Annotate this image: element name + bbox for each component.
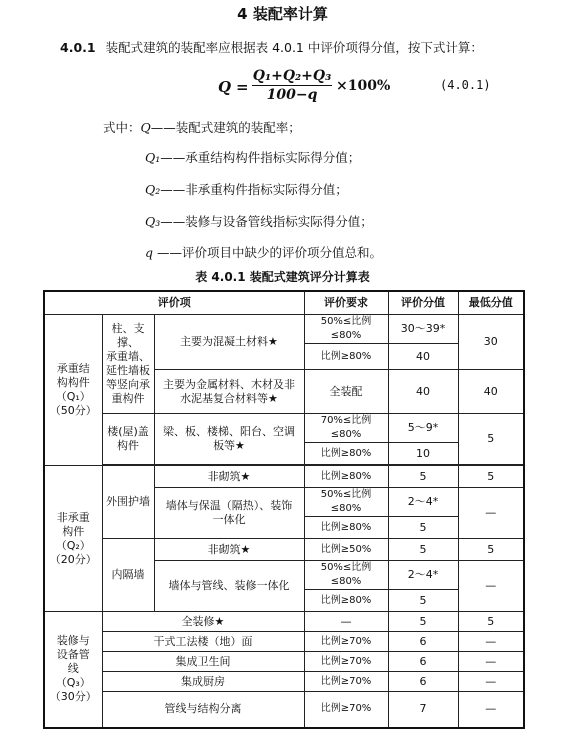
min-cell: 40	[458, 370, 524, 414]
table-row	[44, 466, 524, 488]
formula-numerator: Q₁+Q₂+Q₃	[252, 68, 332, 84]
header-score: 评价分值	[388, 291, 458, 315]
header-requirement: 评价要求	[304, 291, 388, 315]
item-wall-pipeline: 墙体与管线、装修一体化	[154, 561, 304, 612]
score-cell: 40	[388, 370, 458, 414]
definition-item	[103, 118, 301, 136]
item-dry-floor: 干式工法楼（地）面	[102, 632, 304, 652]
definition-item	[145, 212, 373, 230]
item-integrated-kitchen: 集成厨房	[102, 672, 304, 692]
score-cell: 7	[388, 692, 458, 728]
score-cell: 5	[388, 517, 458, 539]
score-cell: 6	[388, 672, 458, 692]
req-cell: 50%≤比例≤80%	[304, 561, 388, 590]
req-cell: 比例≥70%	[304, 652, 388, 672]
table-row	[44, 315, 524, 344]
definition-text: ——承重结构构件指标实际得分值；	[160, 150, 361, 165]
score-cell: 40	[388, 344, 458, 370]
min-cell: 5	[458, 612, 524, 632]
item-wall-insulation: 墙体与保温（隔热）、装饰 一体化	[154, 488, 304, 539]
table-title: 表 4.0.1 装配式建筑评分计算表	[195, 270, 370, 284]
req-cell: 比例≥80%	[304, 590, 388, 612]
score-cell: 5～9*	[388, 414, 458, 443]
req-cell: 比例≥80%	[304, 466, 388, 488]
req-cell: 比例≥50%	[304, 539, 388, 561]
definition-item	[145, 180, 348, 198]
definition-text: ——非承重构件指标实际得分值；	[160, 182, 348, 197]
table-row	[44, 692, 524, 728]
group2-label: 非承重 构件 （Q₂） （20分）	[44, 466, 102, 612]
min-cell: —	[458, 561, 524, 612]
formula-lhs: Q	[218, 78, 232, 96]
score-cell: 30～39*	[388, 315, 458, 344]
min-cell: 30	[458, 315, 524, 370]
item-pipeline-separation: 管线与结构分离	[102, 692, 304, 728]
definition-item	[145, 243, 382, 261]
clause-4-0-1	[60, 38, 483, 56]
definition-symbol: Q₃	[145, 214, 161, 229]
definition-symbol: Q	[140, 120, 151, 135]
item-integrated-bathroom: 集成卫生间	[102, 652, 304, 672]
req-cell: 比例≥70%	[304, 692, 388, 728]
definition-prefix: 式中：	[103, 120, 141, 135]
req-cell: 50%≤比例≤80%	[304, 488, 388, 517]
equation-number: (4.0.1)	[440, 78, 491, 92]
formula-equals: =	[236, 78, 249, 96]
group1-floor-members: 楼(屋)盖 构件	[102, 414, 154, 465]
definition-text: ——装配式建筑的装配率；	[150, 120, 301, 135]
min-cell: —	[458, 652, 524, 672]
formula-factor: ×100%	[336, 78, 391, 94]
assembly-rate-table	[43, 290, 525, 729]
table-header-row	[44, 291, 524, 315]
req-cell: 全装配	[304, 370, 388, 414]
formula-denominator: 100−q	[266, 87, 318, 103]
table-row	[44, 539, 524, 561]
definition-symbol: Q₂	[145, 182, 161, 197]
header-min-score: 最低分值	[458, 291, 524, 315]
min-cell: —	[458, 632, 524, 652]
outer-wall-label: 外围护墙	[102, 466, 154, 539]
score-cell: 6	[388, 652, 458, 672]
table-row	[44, 652, 524, 672]
req-cell: 比例≥80%	[304, 443, 388, 465]
item-metal-wood: 主要为金属材料、木材及非 水泥基复合材料等★	[154, 370, 304, 414]
score-cell: 5	[388, 539, 458, 561]
definition-symbol: q	[145, 245, 154, 260]
item-full-decoration: 全装修★	[102, 612, 304, 632]
min-cell: 5	[458, 414, 524, 465]
definition-item	[145, 148, 360, 166]
req-cell: —	[304, 612, 388, 632]
table-row	[44, 632, 524, 652]
min-cell: —	[458, 672, 524, 692]
definition-text: ——评价项目中缺少的评价项分值总和。	[153, 245, 382, 260]
score-cell: 2～4*	[388, 488, 458, 517]
min-cell: 5	[458, 466, 524, 488]
req-cell: 50%≤比例≤80%	[304, 315, 388, 344]
req-cell: 比例≥70%	[304, 632, 388, 652]
min-cell: —	[458, 692, 524, 728]
min-cell: 5	[458, 539, 524, 561]
score-cell: 5	[388, 612, 458, 632]
table-row	[44, 612, 524, 632]
item-non-masonry: 非砌筑★	[154, 466, 304, 488]
section-heading: 4 装配率计算	[237, 5, 328, 23]
table-row	[44, 672, 524, 692]
req-cell: 比例≥80%	[304, 344, 388, 370]
inner-wall-label: 内隔墙	[102, 539, 154, 612]
min-cell: —	[458, 488, 524, 539]
definition-text: ——装修与设备管线指标实际得分值；	[160, 214, 373, 229]
table-row	[44, 414, 524, 443]
score-cell: 5	[388, 590, 458, 612]
formula-fraction	[252, 68, 332, 103]
item-beam-slab: 梁、板、楼梯、阳台、空调 板等★	[154, 414, 304, 465]
score-cell: 6	[388, 632, 458, 652]
group1-vertical-members: 柱、支撑、 承重墙、 延性墙板 等竖向承 重构件	[102, 315, 154, 414]
score-cell: 5	[388, 466, 458, 488]
score-cell: 2～4*	[388, 561, 458, 590]
score-cell: 10	[388, 443, 458, 465]
clause-number: 4.0.1	[60, 40, 96, 55]
item-concrete: 主要为混凝土材料★	[154, 315, 304, 370]
req-cell: 比例≥70%	[304, 672, 388, 692]
req-cell: 70%≤比例≤80%	[304, 414, 388, 443]
group1-label: 承重结 构构件 （Q₁） （50分）	[44, 315, 102, 466]
group3-label: 装修与 设备管 线 （Q₃） （30分）	[44, 612, 102, 728]
definition-symbol: Q₁	[145, 150, 161, 165]
clause-text: 装配式建筑的装配率应根据表 4.0.1 中评价项得分值，按下式计算：	[105, 40, 483, 55]
req-cell: 比例≥80%	[304, 517, 388, 539]
header-item: 评价项	[44, 291, 304, 315]
item-non-masonry: 非砌筑★	[154, 539, 304, 561]
